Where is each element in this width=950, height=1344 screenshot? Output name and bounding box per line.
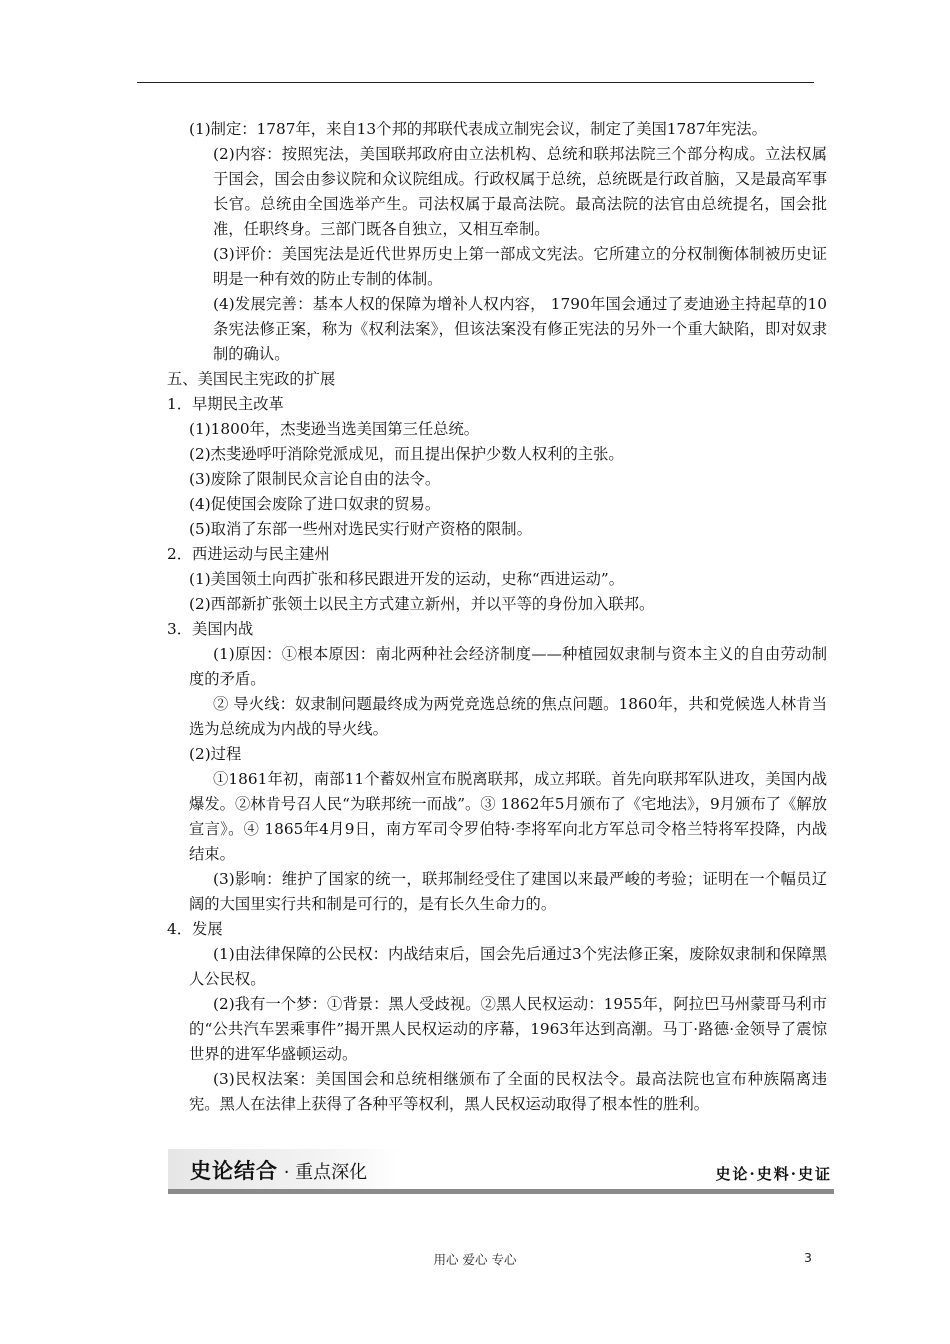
list-item: (1)美国领土向西扩张和移民跟进开发的运动，史称“西进运动”。 <box>189 570 625 588</box>
para-dream: (2)我有一个梦：①背景：黑人受歧视。②黑人民权运动：1955年，阿拉巴马州蒙哥马利市的“公共汽车罢乘事件”揭开黑人民权运动的序幕，1963年达到高潮。马丁·路德·金领导了震惊世界的进军华盛顿运动。 <box>189 995 827 1063</box>
para-civil-rights: (1)由法律保障的公民权：内战结束后，国会先后通过3个宪法修正案，废除奴隶制和保障黑人公民权。 <box>189 945 827 988</box>
header-rule <box>137 82 814 83</box>
list-item: (3)废除了限制民众言论自由的法令。 <box>189 470 441 488</box>
section-banner <box>168 1149 834 1195</box>
banner-dot: · <box>278 1162 296 1183</box>
list-item: (2)过程 <box>189 745 242 763</box>
banner-title-main: 史论结合 <box>190 1159 278 1183</box>
para-enactment: (1)制定：1787年，来自13个邦的邦联代表成立制宪会议，制定了美国1787年宪法。 <box>189 120 767 138</box>
document-body <box>167 117 827 1117</box>
subheading-development: 4．发展 <box>167 920 223 938</box>
banner-title <box>190 1155 367 1185</box>
list-item: (2)西部新扩张领土以民主方式建立新州，并以平等的身份加入联邦。 <box>189 595 655 613</box>
list-item: (1)1800年，杰斐逊当选美国第三任总统。 <box>189 420 480 438</box>
list-item: (2)杰斐逊呼吁消除党派成见，而且提出保护少数人权利的主张。 <box>189 445 624 463</box>
subheading-early-reform: 1．早期民主改革 <box>167 395 284 413</box>
para-process: ①1861年初，南部11个蓄奴州宣布脱离联邦，成立邦联。首先向联邦军队进攻，美国内战爆发。②林肯号召人民“为联邦统一而战”。③ 1862年5月颁布了《宅地法》，9月颁布了《解放宣言》。④ 1865年4月9日，南方军司令罗伯特·李将军向北方军总司令格兰特将军投降，内战结束。 <box>189 770 827 863</box>
banner-tagline: 史论·史料·史证 <box>715 1165 832 1183</box>
para-impact: (3)影响：维护了国家的统一，联邦制经受住了建国以来最严峻的考验；证明在一个幅员辽阔的大国里实行共和制是可行的，是有长久生命力的。 <box>189 870 827 913</box>
para-trigger: ② 导火线：奴隶制问题最终成为两党竞选总统的焦点问题。1860年，共和党候选人林肯当选为总统成为内战的导火线。 <box>189 695 827 738</box>
footer-motto: 用心 爱心 专心 <box>433 1252 517 1267</box>
para-civil-rights-act: (3)民权法案：美国国会和总统相继颁布了全面的民权法令。最高法院也宣布种族隔离违宪。黑人在法律上获得了各种平等权利，黑人民权运动取得了根本性的胜利。 <box>189 1070 827 1113</box>
banner-rule <box>168 1189 834 1194</box>
list-item: (4)促使国会废除了进口奴隶的贸易。 <box>189 495 441 513</box>
para-evaluation: (3)评价：美国宪法是近代世界历史上第一部成文宪法。它所建立的分权制衡体制被历史证明是一种有效的防止专制的体制。 <box>213 245 827 288</box>
list-item: (5)取消了东部一些州对选民实行财产资格的限制。 <box>189 520 532 538</box>
subheading-civil-war: 3．美国内战 <box>167 620 254 638</box>
para-content: (2)内容：按照宪法，美国联邦政府由立法机构、总统和联邦法院三个部分构成。立法权属于国会，国会由参议院和众议院组成。行政权属于总统，总统既是行政首脑，又是最高军事长官。总统由全国选举产生。司法权属于最高法院。最高法院的法官由总统提名，国会批准，任职终身。三部门既各自独立，又相互牵制。 <box>213 145 827 238</box>
banner-subtitle: 重点深化 <box>295 1162 368 1183</box>
section-heading-5: 五、美国民主宪政的扩展 <box>167 370 336 388</box>
subheading-westward: 2．西进运动与民主建州 <box>167 545 330 563</box>
page-number: 3 <box>804 1250 812 1265</box>
para-development: (4)发展完善：基本人权的保障为增补人权内容， 1790年国会通过了麦迪逊主持起草的10条宪法修正案，称为《权利法案》，但该法案没有修正宪法的另外一个重大缺陷，即对奴隶制的确认。 <box>213 295 827 363</box>
para-causes: (1)原因：①根本原因：南北两种社会经济制度——种植园奴隶制与资本主义的自由劳动制度的矛盾。 <box>189 645 827 688</box>
